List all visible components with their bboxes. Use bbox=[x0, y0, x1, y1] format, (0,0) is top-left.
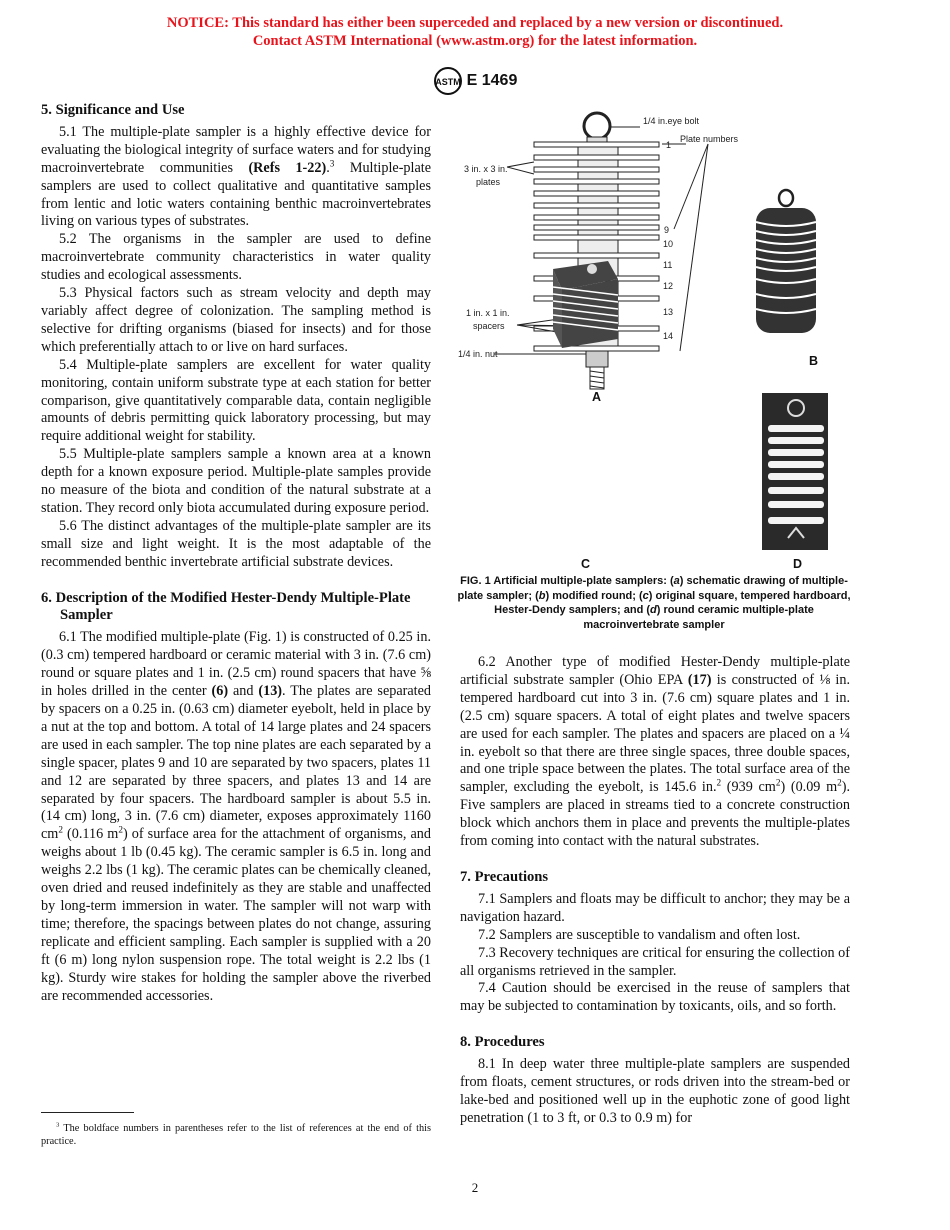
paragraph-5-1: 5.1 The multiple-plate sampler is a highly effective device for evaluating the biological integrity of surface waters and for studying macroinvertebrate communities (Refs 1-22).$^3$ Multiple-plate samplers are used to collect qualitative and quantitative samples from lentic and lotic waters containing benthic macroinvertebrates living on various types of substrates. bbox=[41, 123, 431, 230]
notice-line-1: NOTICE: This standard has either been superceded and replaced by a new version or discontinued. bbox=[166, 15, 784, 31]
plates-label: 3 in. x 3 in. bbox=[464, 164, 508, 174]
plate-number: 13 bbox=[663, 307, 674, 317]
section-7-heading: 7. Precautions bbox=[460, 868, 549, 885]
original-square-sampler-c bbox=[553, 261, 618, 348]
plate-numbers-label: Plate numbers bbox=[680, 134, 739, 144]
paragraph-5-5: 5.5 Multiple-plate samplers sample a known area at a known depth for a known exposure period. Multiple-plate samples provide no measure of the biota and condition of the natural substrate at a station. They record only biota accumulated during exposure period. bbox=[41, 446, 431, 516]
plate-number: 1 bbox=[666, 140, 672, 150]
paragraph-7-4: 7.4 Caution should be exercised in the reuse of samplers that may be subjected to contamination by toxicants, oils, and so forth. bbox=[460, 980, 850, 1015]
reference-link: (6) bbox=[211, 683, 229, 700]
panel-label-c: C bbox=[581, 557, 591, 571]
reference-link: (13) bbox=[258, 683, 283, 700]
nut-label: 1/4 in. nut bbox=[458, 349, 498, 359]
reference-link: (17) bbox=[687, 671, 712, 688]
plate-number: 14 bbox=[663, 331, 674, 341]
plate-number: 9 bbox=[664, 225, 670, 235]
footnote-divider bbox=[41, 1112, 134, 1113]
paragraph-6-2: 6.2 Another type of modified Hester-Dendy multiple-plate artificial substrate sampler (Ohio EPA (17) is constructed of ⅛ in. tempered hardboard cut into 3 in. (7.6 cm) square plates and 1 in. (2.5 cm) square spacers. A total of eight plates and twelve spacers are used for each sampler. The plates and spacers are placed on a ¼ in. eyebolt so that there are three single spaces, three double spaces, and one triple space between the plates. The total surface area of the sampler, excluding the eyebolt, is 145.6 in.$^2$ (939 $cm^2$) (0.09 $m^2$). Five samplers are placed in streams tied to a concrete construction block which anchors them in place and prevents the multiple-plates from coming into contact with the natural substrates. bbox=[460, 654, 850, 850]
round-ceramic-sampler-d bbox=[762, 393, 828, 550]
paragraph-7-3: 7.3 Recovery techniques are critical for ensuring the collection of all organisms retrieved in the sampler. bbox=[460, 944, 850, 979]
figure-caption: FIG. 1 Artificial multiple-plate samplers: (a) schematic drawing of multiple-plate sampler; (b) modified round; (c) original square, tempered hardboard, Hester-Dendy samplers; and (d) round ceramic multiple-plate macroinvertebrate sampler bbox=[457, 575, 851, 631]
svg-text:ASTM: ASTM bbox=[434, 77, 461, 87]
supersession-notice bbox=[0, 14, 950, 50]
panel-label-d: D bbox=[793, 557, 803, 571]
footnote-ref: 3 bbox=[329, 157, 335, 168]
astm-logo-icon bbox=[433, 66, 463, 96]
paragraph-5-4: 5.4 Multiple-plate samplers are excellent for water quality monitoring, contain uniform substrate type at each station for better comparison, give quantitatively comparable data, contain negligible amounts of debris permitting quick laboratory processing, but may require additional weight for stability. bbox=[41, 356, 431, 445]
modified-round-sampler-b bbox=[756, 190, 816, 333]
schematic-sampler-a bbox=[494, 113, 708, 389]
document-header bbox=[0, 66, 950, 96]
page-number: 2 bbox=[471, 1180, 479, 1195]
section-6-heading: 6. Description of the Modified Hester-Dendy Multiple-Plate Sampler bbox=[41, 589, 411, 624]
left-column bbox=[41, 102, 431, 1005]
right-column bbox=[460, 654, 850, 1128]
plates-label-2: plates bbox=[476, 177, 501, 187]
paragraph-7-1: 7.1 Samplers and floats may be difficult to anchor; they may be a navigation hazard. bbox=[460, 890, 850, 925]
section-5-heading: 5. Significance and Use bbox=[41, 102, 185, 118]
eye-bolt-label: 1/4 in.eye bolt bbox=[643, 116, 700, 126]
paragraph-5-3: 5.3 Physical factors such as stream velocity and depth may variably affect degree of colonization. The sampling method is selective for drifting organisms (biased for insects) and for those which preferentially attach to or live on hard surfaces. bbox=[41, 285, 431, 355]
paragraph-7-2: 7.2 Samplers are susceptible to vandalism and often lost. bbox=[478, 926, 801, 943]
paragraph-5-2: 5.2 The organisms in the sampler are used to define macroinvertebrate community characteristics in water quality studies and ecological assessments. bbox=[41, 231, 431, 284]
footnote: $^3$ The boldface numbers in parentheses refer to the list of references at the end of this practice. bbox=[41, 1121, 431, 1147]
reference-link: (Refs 1-22) bbox=[248, 159, 327, 176]
paragraph-8-1: 8.1 In deep water three multiple-plate samplers are suspended from floats, cement structures, or rods driven into the stream-bed or lake-bed and positioned well up in the euphotic zone of good light penetration (1 to 3 ft, or 0.3 to 0.9 m) for bbox=[460, 1056, 850, 1126]
figure-1 bbox=[450, 104, 860, 574]
sampler-illustrations bbox=[450, 104, 860, 574]
panel-label-a: A bbox=[592, 390, 602, 404]
spacers-label: 1 in. x 1 in. bbox=[466, 308, 510, 318]
notice-line-2: Contact ASTM International (www.astm.org) for the latest information. bbox=[252, 33, 698, 49]
plate-number: 12 bbox=[663, 281, 674, 291]
paragraph-5-6: 5.6 The distinct advantages of the multiple-plate sampler are its small size and light weight. It is the most adaptable of the recommended benthic invertebrate artificial substrate devices. bbox=[41, 517, 431, 570]
paragraph-6-1: 6.1 The modified multiple-plate (Fig. 1) is constructed of 0.25 in. (0.3 cm) tempered hardboard or ceramic material with 3 in. (7.6 cm) round or square plates and 1 in. (2.5 cm) round spacers that have ⅝ in holes drilled in the center (6) and (13). The plates are separated by spacers on a 0.25 in. (0.63 cm) diameter eyebolt, held in place by a nut at the top and bottom. A total of 14 large plates and 24 spacers are used in each sampler. The top nine plates are each separated by a single spacer, plates 9 and 10 are separated by two spacers, plates 11 and 12 are separated by three spacers, and plates 13 and 14 are separated by four spacers. The hardboard sampler is about 5.5 in. (14 cm) long, 3 in. (7.6 cm) diameter, exposes approximately 1160 $cm^2$ (0.116 $m^2$) of surface area for the attachment of organisms, and weighs about 1 lb (0.45 kg). The ceramic sampler is 6.5 in. long and weighs 2.2 lbs (1 kg). The ceramic plates can be chemically cleaned, oven dried and reused indefinitely as they are stable and unaffected by long-term immersion in water. The sampler will not warp with time; therefore, the spacings between plates do not change, assuring replicate and efficient sampling. Each sampler is supplied with a 20 ft (6 m) long nylon suspension rope. The total weight is 2.2 lbs (1 kg). Sturdy wire stakes for holding the sampler above the riverbed are recommended accessories. bbox=[41, 629, 431, 1004]
panel-label-b: B bbox=[809, 354, 819, 368]
standard-number: E 1469 bbox=[466, 72, 518, 89]
section-8-heading: 8. Procedures bbox=[460, 1034, 545, 1051]
spacers-label-2: spacers bbox=[473, 321, 505, 331]
plate-number: 11 bbox=[663, 260, 673, 270]
plate-number: 10 bbox=[663, 239, 674, 249]
